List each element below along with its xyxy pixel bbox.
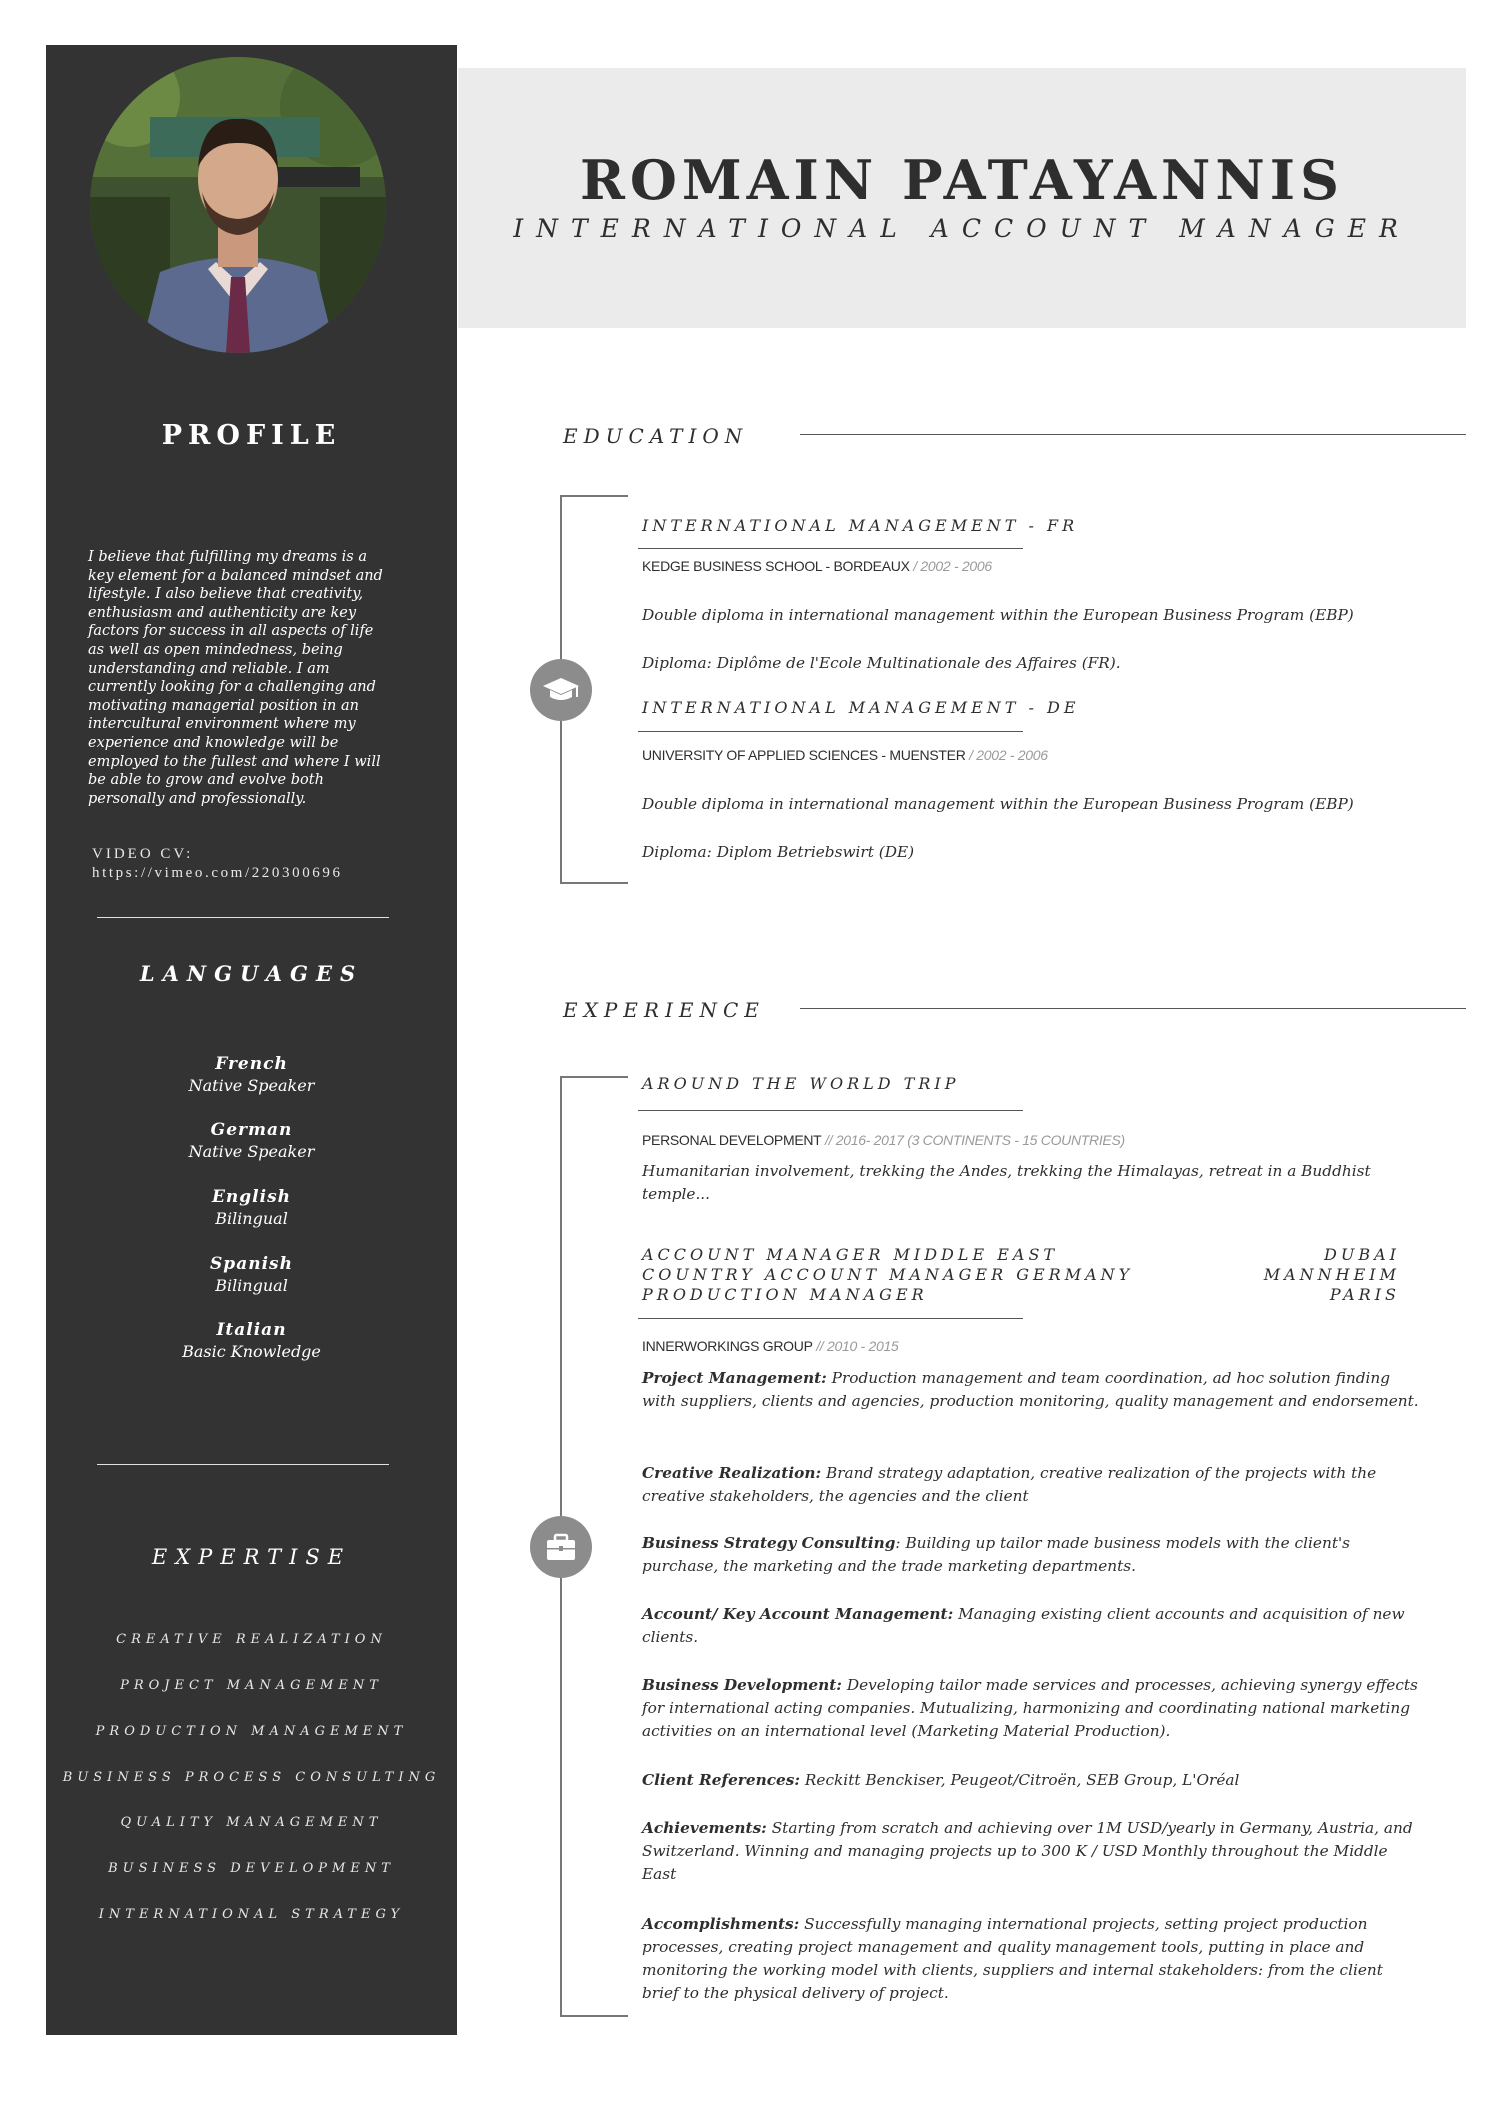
experience-item-text: : Building up tailor made business models with the client's purchase, the marketing and the trade marketing departments. bbox=[642, 1534, 1351, 1575]
education-dates: 2002 - 2006 bbox=[920, 558, 992, 574]
section-divider bbox=[800, 1008, 1466, 1009]
education-entry-school bbox=[642, 558, 992, 574]
role-title: ACCOUNT MANAGER MIDDLE EAST bbox=[642, 1245, 1059, 1264]
experience-icon-circle bbox=[530, 1516, 592, 1578]
date-separator: / bbox=[965, 747, 977, 763]
experience-item bbox=[642, 1603, 1422, 1649]
language-name: German bbox=[210, 1120, 293, 1140]
entry-divider bbox=[638, 548, 1023, 549]
role-location: MANNHEIM bbox=[1263, 1265, 1400, 1284]
profile-title: PROFILE bbox=[161, 420, 342, 451]
briefcase-icon bbox=[530, 1516, 592, 1578]
sidebar-divider bbox=[97, 917, 389, 918]
expertise-item: PRODUCTION MANAGEMENT bbox=[95, 1724, 408, 1739]
language-level: Native Speaker bbox=[188, 1142, 315, 1161]
language-item bbox=[46, 1119, 457, 1163]
education-entry-line: Double diploma in international management within the European Business Program (EBP) bbox=[642, 606, 1354, 624]
language-item bbox=[46, 1186, 457, 1230]
language-item bbox=[46, 1053, 457, 1097]
candidate-name: ROMAIN PATAYANNIS bbox=[579, 148, 1345, 212]
entry-divider bbox=[638, 731, 1023, 732]
date-separator: // bbox=[812, 1338, 827, 1354]
timeline-tick bbox=[560, 2015, 628, 2017]
language-level: Bilingual bbox=[215, 1209, 288, 1228]
experience-item bbox=[642, 1532, 1422, 1578]
expertise-title: EXPERTISE bbox=[151, 1545, 352, 1569]
language-level: Bilingual bbox=[215, 1276, 288, 1295]
education-entry-line: Double diploma in international management within the European Business Program (EBP) bbox=[642, 795, 1354, 813]
entry-divider bbox=[638, 1110, 1023, 1111]
experience-item-text: Brand strategy adaptation, creative realization of the projects with the creative stakeholders, the agencies and the client bbox=[642, 1464, 1377, 1505]
experience-title: EXPERIENCE bbox=[563, 998, 765, 1022]
language-name: Italian bbox=[216, 1320, 287, 1340]
experience-item-label: Achievements: bbox=[642, 1819, 767, 1837]
experience-item bbox=[642, 1462, 1422, 1508]
experience-dates: 2010 - 2015 bbox=[826, 1338, 899, 1354]
experience-item-text: Successfully managing international projects, setting project production processes, creating project management and quality management tools, putting in place and monitoring the working model with clients, suppliers and internal stakeholders: from the client brief to the physical delivery of project. bbox=[642, 1915, 1383, 2002]
school-name: UNIVERSITY OF APPLIED SCIENCES - MUENSTER bbox=[642, 747, 966, 763]
timeline-tick bbox=[560, 882, 628, 884]
experience-dates: 2016- 2017 (3 CONTINENTS - 15 COUNTRIES) bbox=[835, 1132, 1125, 1148]
profile-text: I believe that fulfilling my dreams is a key element for a balanced mindset and lifestyle. I also believe that creativity, enthusiasm and authenticity are key factors for success in all aspects of life as well as open mindedness, being understanding and reliable. I am currently looking for a challenging and motivating managerial position in an intercultural environment where my experience and knowledge will be employed to the fullest and where I will be able to grow and evolve both personally and professionally. bbox=[88, 549, 383, 807]
graduation-cap-icon bbox=[530, 659, 592, 721]
experience-item bbox=[642, 1817, 1422, 1886]
experience-entry-org bbox=[642, 1132, 1125, 1148]
video-cv-link[interactable]: https://vimeo.com/220300696 bbox=[92, 865, 343, 881]
sidebar-divider bbox=[97, 1464, 389, 1465]
timeline-tick bbox=[560, 495, 628, 497]
org-name: PERSONAL DEVELOPMENT bbox=[642, 1132, 822, 1148]
experience-item-text: Reckitt Benckiser, Peugeot/Citroën, SEB Group, L'Oréal bbox=[800, 1771, 1240, 1789]
timeline-tick bbox=[560, 1076, 628, 1078]
profile-photo bbox=[90, 57, 386, 353]
candidate-title: INTERNATIONAL ACCOUNT MANAGER bbox=[513, 214, 1411, 243]
experience-item-label: Client References: bbox=[642, 1771, 801, 1789]
role-title: COUNTRY ACCOUNT MANAGER GERMANY bbox=[642, 1265, 1134, 1284]
education-icon-circle bbox=[530, 659, 592, 721]
experience-entry-org bbox=[642, 1338, 898, 1354]
date-separator: / bbox=[909, 558, 921, 574]
experience-item-label: Creative Realization: bbox=[642, 1464, 822, 1482]
languages-title: LANGUAGES bbox=[139, 961, 364, 986]
experience-item-text: Developing tailor made services and processes, achieving synergy effects for international acting companies. Mutualizing, harmonizing and coordinating national marketing activities on an international level (Marketing Material Production). bbox=[642, 1676, 1418, 1740]
video-cv-label: VIDEO CV: bbox=[92, 846, 194, 862]
experience-item-label: Accomplishments: bbox=[642, 1915, 800, 1933]
expertise-item: BUSINESS PROCESS CONSULTING bbox=[62, 1770, 441, 1785]
section-divider bbox=[800, 434, 1466, 435]
expertise-item: BUSINESS DEVELOPMENT bbox=[108, 1861, 395, 1876]
experience-item-text: Production management and team coordination, ad hoc solution finding with suppliers, clients and agencies, production monitoring, quality management and endorsement. bbox=[642, 1369, 1419, 1410]
expertise-item: INTERNATIONAL STRATEGY bbox=[98, 1907, 405, 1922]
expertise-item: CREATIVE REALIZATION bbox=[116, 1632, 387, 1647]
experience-item-label: Business Strategy Consulting bbox=[642, 1534, 896, 1552]
education-entry-school bbox=[642, 747, 1048, 763]
language-item bbox=[46, 1253, 457, 1297]
language-level: Native Speaker bbox=[188, 1076, 315, 1095]
language-name: English bbox=[211, 1187, 292, 1207]
language-item bbox=[46, 1319, 457, 1363]
experience-item bbox=[642, 1769, 1422, 1792]
experience-item-label: Account/ Key Account Management: bbox=[642, 1605, 954, 1623]
education-entry-title: INTERNATIONAL MANAGEMENT - FR bbox=[642, 516, 1079, 535]
language-name: Spanish bbox=[210, 1254, 293, 1274]
date-separator: // bbox=[821, 1132, 836, 1148]
role-location: PARIS bbox=[1329, 1285, 1400, 1304]
experience-item bbox=[642, 1367, 1422, 1413]
experience-item bbox=[642, 1913, 1422, 2005]
role-title: PRODUCTION MANAGER bbox=[642, 1285, 928, 1304]
experience-item-text: Starting from scratch and achieving over 1M USD/yearly in Germany, Austria, and Switzerland. Winning and managing projects up to 300 K / USD Monthly throughout the Middle East bbox=[642, 1819, 1413, 1883]
school-name: KEDGE BUSINESS SCHOOL - BORDEAUX bbox=[642, 558, 910, 574]
experience-item-label: Project Management: bbox=[642, 1369, 827, 1387]
company-name: INNERWORKINGS GROUP bbox=[642, 1338, 813, 1354]
experience-item-label: Business Development: bbox=[642, 1676, 842, 1694]
education-entry-line: Diploma: Diplôme de l'Ecole Multinationale des Affaires (FR). bbox=[642, 654, 1121, 672]
experience-entry-title: AROUND THE WORLD TRIP bbox=[642, 1074, 960, 1093]
language-level: Basic Knowledge bbox=[182, 1342, 321, 1361]
education-title: EDUCATION bbox=[563, 424, 749, 448]
entry-divider bbox=[638, 1318, 1023, 1319]
experience-entry-text: Humanitarian involvement, trekking the Andes, trekking the Himalayas, retreat in a Buddhist temple... bbox=[642, 1162, 1371, 1203]
language-name: French bbox=[215, 1054, 288, 1074]
expertise-item: PROJECT MANAGEMENT bbox=[120, 1678, 383, 1693]
education-entry-title: INTERNATIONAL MANAGEMENT - DE bbox=[642, 698, 1080, 717]
role-location: DUBAI bbox=[1324, 1245, 1400, 1264]
education-entry-line: Diploma: Diplom Betriebswirt (DE) bbox=[642, 843, 915, 861]
experience-item bbox=[642, 1674, 1422, 1743]
experience-item-text: Managing existing client accounts and acquisition of new clients. bbox=[642, 1605, 1405, 1646]
education-dates: 2002 - 2006 bbox=[976, 747, 1048, 763]
expertise-item: QUALITY MANAGEMENT bbox=[120, 1815, 383, 1830]
